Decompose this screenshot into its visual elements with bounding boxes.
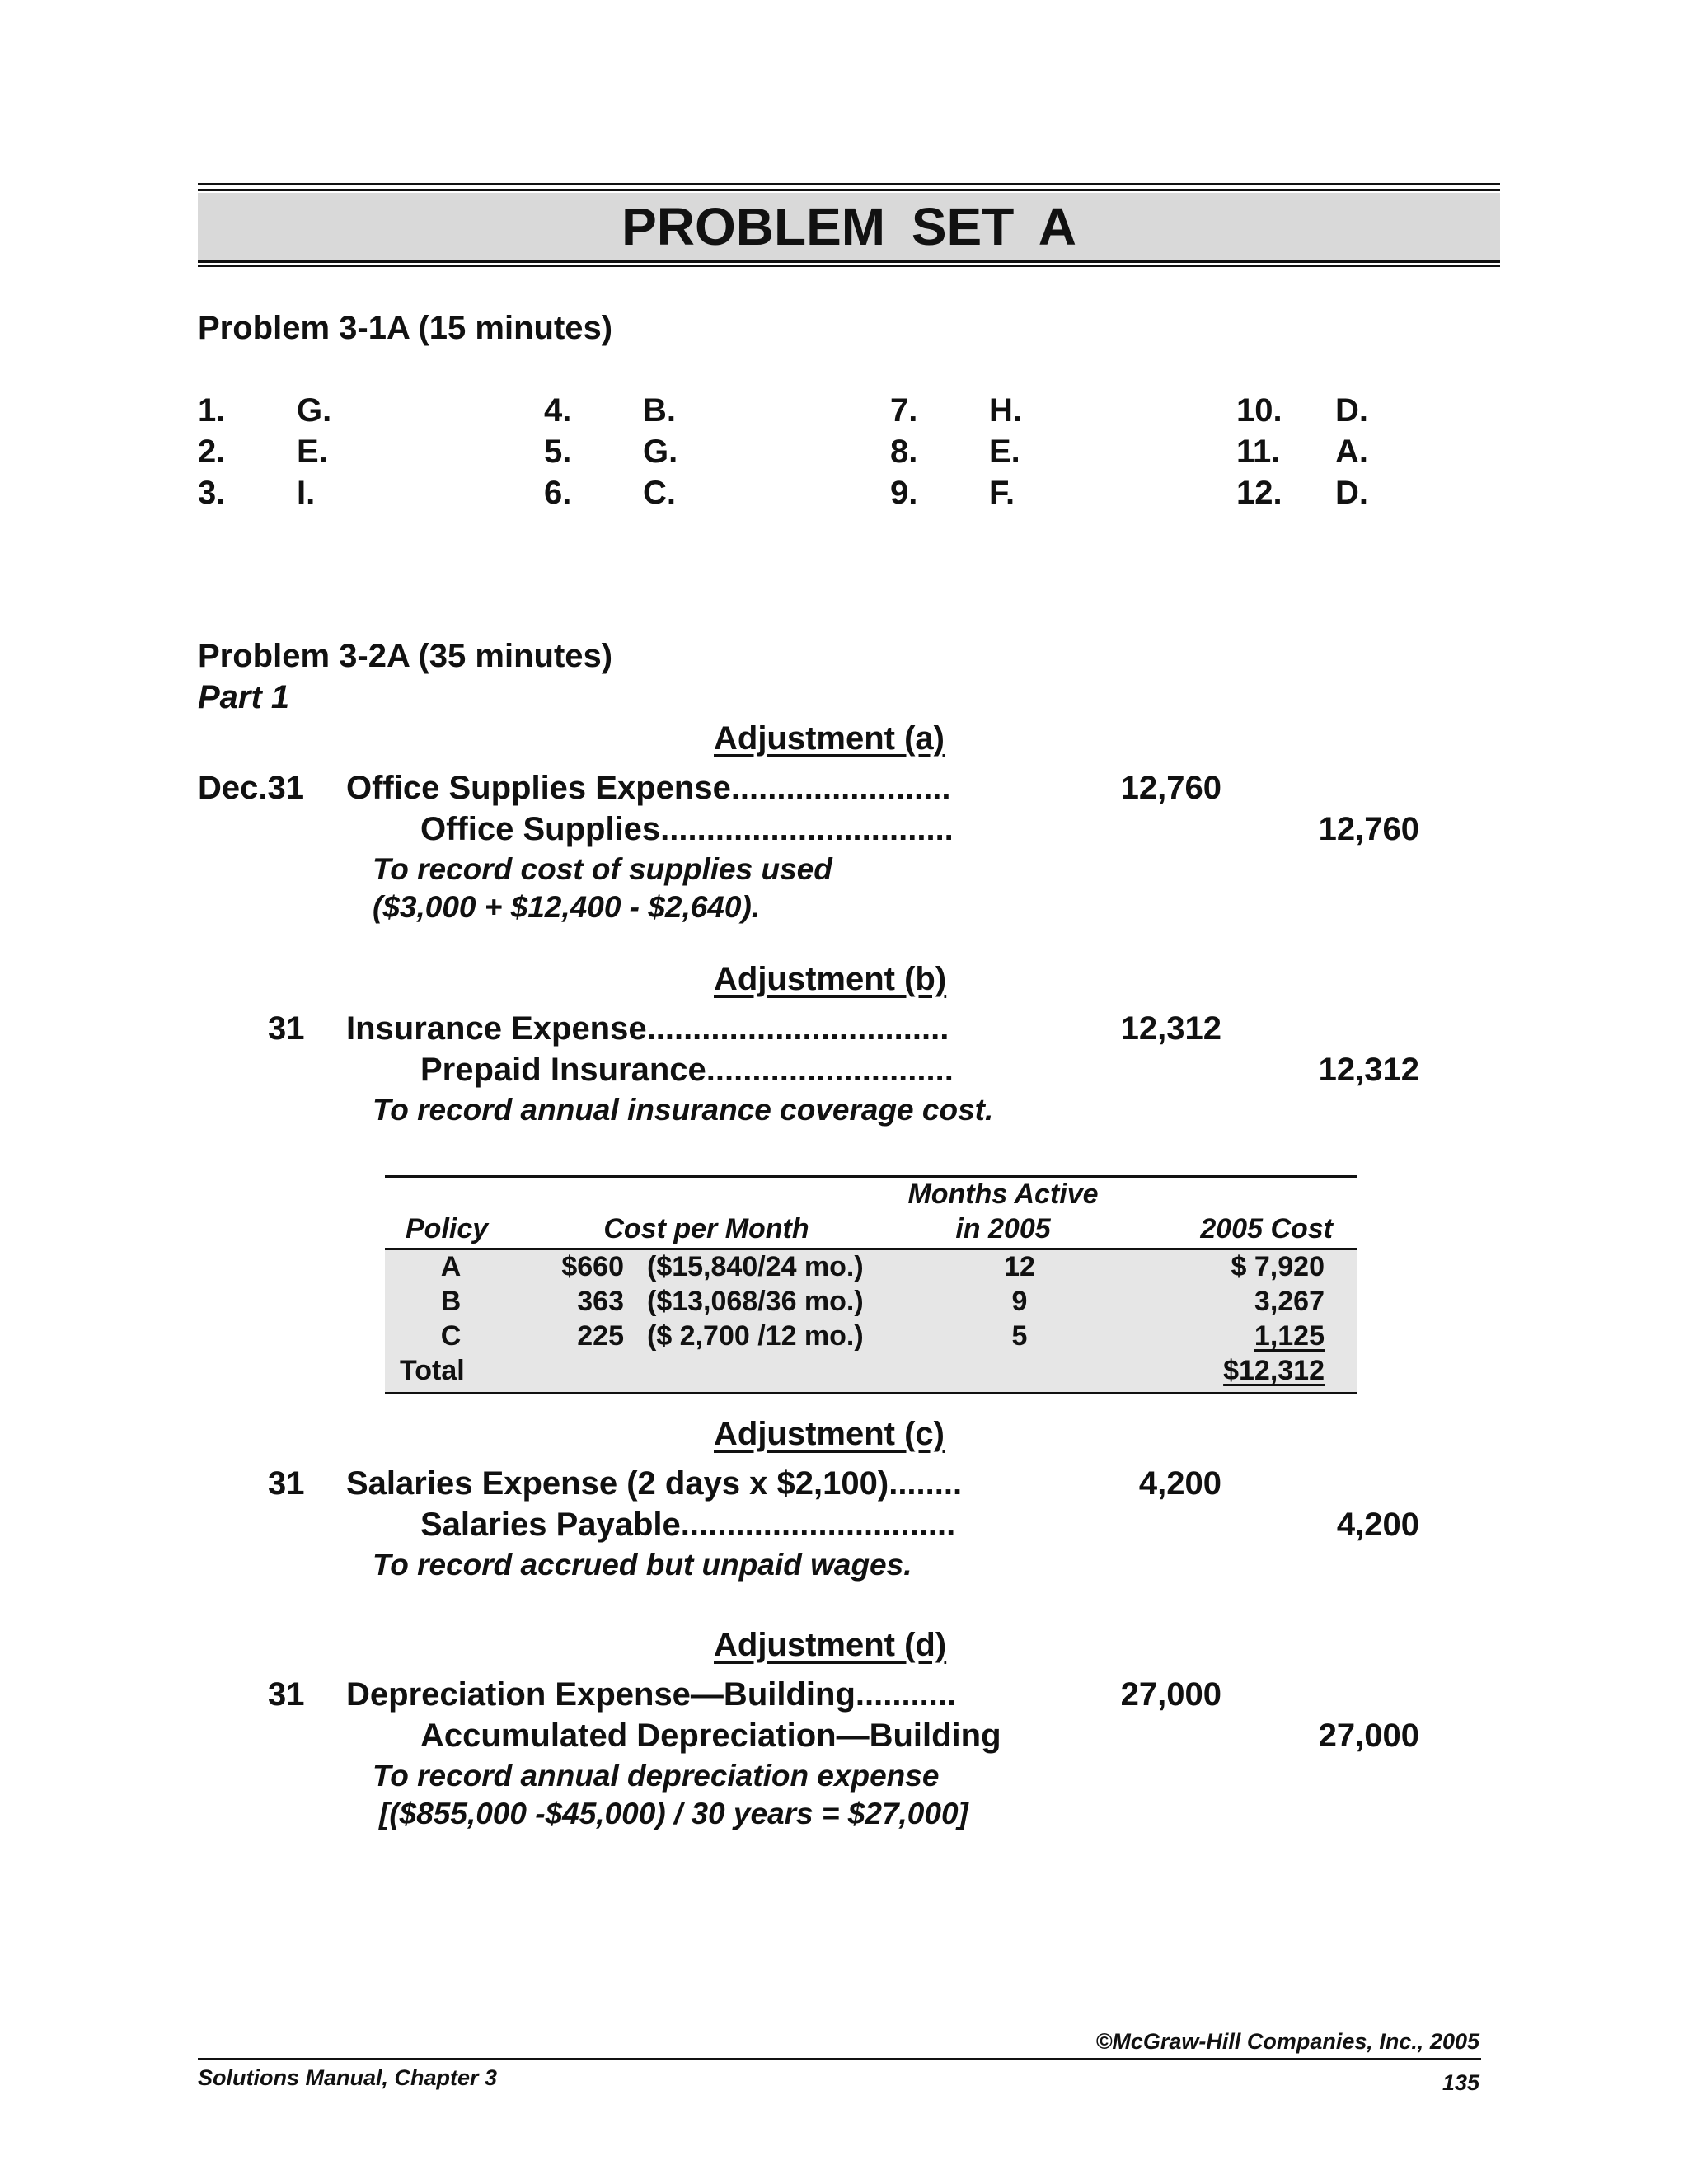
header-months-active: Months Active bbox=[907, 1179, 1099, 1210]
problem-set-banner bbox=[198, 183, 1500, 265]
entry-note: To record accrued but unpaid wages. bbox=[373, 1548, 912, 1582]
debit-account: Office Supplies Expense........................ bbox=[346, 770, 951, 806]
page-number: 135 bbox=[1442, 2070, 1479, 2095]
header-2005-cost: 2005 Cost bbox=[1200, 1213, 1333, 1244]
header-in-2005: in 2005 bbox=[955, 1213, 1051, 1244]
credit-amount: 12,760 bbox=[1318, 811, 1419, 847]
table-cell-months: 9 bbox=[1011, 1286, 1028, 1317]
insurance-policy-table bbox=[385, 1175, 1357, 1394]
answer-number: 4. bbox=[544, 392, 572, 429]
entry-note: To record annual depreciation expense bbox=[373, 1759, 940, 1793]
debit-amount: 4,200 bbox=[1138, 1465, 1221, 1502]
header-cost-per-month: Cost per Month bbox=[603, 1213, 809, 1244]
problem-2-heading: Problem 3-2A (35 minutes) bbox=[198, 638, 613, 674]
credit-amount: 12,312 bbox=[1318, 1052, 1419, 1088]
answer-number: 8. bbox=[890, 434, 918, 470]
debit-account: Depreciation Expense—Building........... bbox=[346, 1676, 957, 1713]
entry-date: 31 bbox=[268, 1010, 305, 1047]
table-cell-calc: ($13,068/36 mo.) bbox=[647, 1286, 864, 1317]
table-cell-months: 5 bbox=[1011, 1320, 1028, 1352]
credit-amount: 4,200 bbox=[1336, 1507, 1419, 1543]
table-cell-cost: 3,267 bbox=[1254, 1286, 1325, 1317]
answer-letter: B. bbox=[643, 392, 676, 429]
table-cell-policy: C bbox=[440, 1320, 462, 1352]
credit-account: Salaries Payable.............................. bbox=[420, 1507, 956, 1543]
answer-number: 5. bbox=[544, 434, 572, 470]
answer-number: 2. bbox=[198, 434, 226, 470]
table-cell-cost: 1,125 bbox=[1254, 1320, 1325, 1352]
table-cell-cost: $ 7,920 bbox=[1231, 1251, 1325, 1282]
part-label: Part 1 bbox=[198, 679, 290, 715]
adjustment-a-heading: Adjustment (a) bbox=[714, 720, 945, 757]
table-cell-amount: $660 bbox=[561, 1251, 624, 1282]
footer-rule bbox=[198, 2058, 1481, 2060]
debit-amount: 12,760 bbox=[1120, 770, 1221, 806]
answer-number: 3. bbox=[198, 475, 226, 511]
answer-letter: C. bbox=[643, 475, 676, 511]
footer-chapter: Solutions Manual, Chapter 3 bbox=[198, 2065, 498, 2090]
answer-letter: D. bbox=[1335, 475, 1368, 511]
problem-1-heading: Problem 3-1A (15 minutes) bbox=[198, 310, 613, 346]
table-total-value: $12,312 bbox=[1223, 1355, 1325, 1386]
adjustment-c-heading: Adjustment (c) bbox=[714, 1416, 945, 1452]
entry-date: 31 bbox=[268, 1676, 305, 1713]
entry-date: 31 bbox=[268, 1465, 305, 1502]
table-total-label: Total bbox=[400, 1355, 465, 1386]
answer-letter: H. bbox=[989, 392, 1022, 429]
answer-letter: G. bbox=[297, 392, 332, 429]
page-title: PROBLEM SET A bbox=[621, 197, 1076, 256]
adjustment-d-heading: Adjustment (d) bbox=[714, 1627, 947, 1663]
answer-number: 9. bbox=[890, 475, 918, 511]
credit-account: Office Supplies................................ bbox=[420, 811, 954, 847]
table-cell-policy: A bbox=[440, 1251, 462, 1282]
credit-amount: 27,000 bbox=[1318, 1718, 1419, 1754]
debit-amount: 12,312 bbox=[1120, 1010, 1221, 1047]
table-cell-amount: 225 bbox=[577, 1320, 624, 1352]
answer-number: 6. bbox=[544, 475, 572, 511]
credit-account: Prepaid Insurance........................... bbox=[420, 1052, 954, 1088]
table-cell-calc: ($15,840/24 mo.) bbox=[647, 1251, 864, 1282]
header-policy: Policy bbox=[406, 1213, 489, 1244]
answer-number: 1. bbox=[198, 392, 226, 429]
answer-number: 10. bbox=[1236, 392, 1282, 429]
answer-number: 7. bbox=[890, 392, 918, 429]
table-cell-calc: ($ 2,700 /12 mo.) bbox=[647, 1320, 864, 1352]
answer-letter: D. bbox=[1335, 392, 1368, 429]
answer-letter: E. bbox=[989, 434, 1020, 470]
answer-letter: I. bbox=[297, 475, 316, 511]
entry-note: ($3,000 + $12,400 - $2,640). bbox=[373, 890, 761, 924]
debit-account: Salaries Expense (2 days x $2,100)........ bbox=[346, 1465, 963, 1502]
debit-account: Insurance Expense................................. bbox=[346, 1010, 950, 1047]
answer-letter: F. bbox=[989, 475, 1015, 511]
footer-copyright: ©McGraw-Hill Companies, Inc., 2005 bbox=[1095, 2029, 1479, 2054]
answer-letter: G. bbox=[643, 434, 678, 470]
entry-note: To record cost of supplies used bbox=[373, 852, 832, 886]
table-cell-amount: 363 bbox=[577, 1286, 624, 1317]
answer-letter: E. bbox=[297, 434, 328, 470]
entry-note: To record annual insurance coverage cost. bbox=[373, 1093, 994, 1127]
debit-amount: 27,000 bbox=[1120, 1676, 1221, 1713]
entry-date: Dec.31 bbox=[198, 770, 304, 806]
table-cell-months: 12 bbox=[1004, 1251, 1035, 1282]
adjustment-b-heading: Adjustment (b) bbox=[714, 961, 947, 997]
answer-number: 12. bbox=[1236, 475, 1282, 511]
answer-letter: A. bbox=[1335, 434, 1368, 470]
table-cell-policy: B bbox=[440, 1286, 462, 1317]
entry-note: [($855,000 -$45,000) / 30 years = $27,000] bbox=[379, 1797, 968, 1830]
credit-account: Accumulated Depreciation—Building bbox=[420, 1718, 1001, 1754]
answer-number: 11. bbox=[1236, 434, 1281, 470]
